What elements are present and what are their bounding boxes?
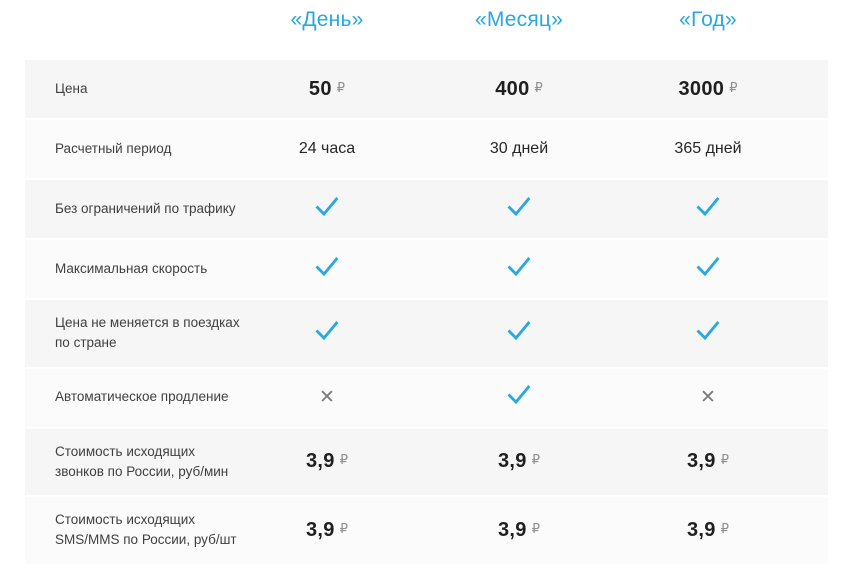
row-value-year <box>639 450 777 473</box>
row-value-year <box>639 321 777 346</box>
row-value-day <box>255 140 399 158</box>
row-value-day <box>255 197 399 222</box>
tariff-comparison-table <box>25 0 828 564</box>
currency-symbol: ₽ <box>339 452 348 468</box>
row-value-year <box>639 140 777 158</box>
price-amount: 50 <box>308 77 332 100</box>
row-value-day <box>255 78 399 101</box>
row-value-month <box>399 519 639 542</box>
price-amount: 3,9 <box>687 450 716 473</box>
row-value-year <box>639 78 777 101</box>
row-label: Стоимость исходящих SMS/MMS по России, руб/шт <box>55 512 237 548</box>
row-value-year <box>639 197 777 222</box>
column-header-year: «Год» <box>679 8 737 31</box>
row-label: Максимальная скорость <box>55 260 208 276</box>
table-row <box>25 300 828 367</box>
check-icon <box>696 197 720 217</box>
check-icon <box>507 321 531 341</box>
table-row <box>25 429 828 496</box>
row-label: Цена не меняется в поездках по стране <box>55 315 240 351</box>
column-header-day: «День» <box>290 8 364 31</box>
check-icon <box>315 321 339 341</box>
price-amount: 3000 <box>678 77 725 100</box>
price-amount: 3,9 <box>498 518 527 541</box>
currency-symbol: ₽ <box>336 79 346 95</box>
currency-symbol: ₽ <box>534 79 543 95</box>
check-icon <box>315 257 339 277</box>
table-row <box>25 240 828 298</box>
check-icon <box>507 385 531 405</box>
row-value-year <box>639 388 777 408</box>
table-row <box>25 369 828 427</box>
row-value-month <box>399 321 639 346</box>
row-label: Цена <box>55 80 88 96</box>
row-value-day <box>255 388 399 408</box>
price-amount: 3,9 <box>306 518 335 541</box>
row-value-month <box>399 385 639 410</box>
row-value-day <box>255 450 399 473</box>
table-header-row <box>25 4 828 40</box>
price-amount: 3,9 <box>687 518 716 541</box>
table-row <box>25 497 828 564</box>
row-value-day <box>255 321 399 346</box>
row-value-year <box>639 257 777 282</box>
table-row <box>25 180 828 238</box>
row-label: Автоматическое продление <box>55 389 229 405</box>
row-value-month <box>399 257 639 282</box>
row-label: Расчетный период <box>55 140 172 156</box>
check-icon <box>315 197 339 217</box>
table-row <box>25 60 828 118</box>
row-value-month <box>399 197 639 222</box>
row-value-month <box>399 78 639 101</box>
row-label: Без ограничений по трафику <box>55 200 236 216</box>
check-icon <box>696 257 720 277</box>
check-icon <box>507 197 531 217</box>
currency-symbol: ₽ <box>720 520 729 536</box>
price-amount: 400 <box>495 77 530 100</box>
row-value-month <box>399 140 639 158</box>
table-body <box>25 60 828 564</box>
price-amount: 3,9 <box>306 450 335 473</box>
currency-symbol: ₽ <box>720 452 729 468</box>
cross-icon: ✕ <box>319 386 335 408</box>
currency-symbol: ₽ <box>339 520 348 536</box>
table-row <box>25 120 828 178</box>
text-value: 365 дней <box>674 140 742 157</box>
check-icon <box>507 257 531 277</box>
price-amount: 3,9 <box>498 450 527 473</box>
cross-icon: ✕ <box>700 386 716 408</box>
row-value-day <box>255 257 399 282</box>
column-header-month: «Месяц» <box>474 8 564 31</box>
text-value: 24 часа <box>298 140 356 157</box>
currency-symbol: ₽ <box>531 452 540 468</box>
row-value-day <box>255 519 399 542</box>
row-label: Стоимость исходящих звонков по России, руб/мин <box>55 443 229 479</box>
check-icon <box>696 321 720 341</box>
currency-symbol: ₽ <box>531 520 540 536</box>
row-value-year <box>639 519 777 542</box>
row-value-month <box>399 450 639 473</box>
currency-symbol: ₽ <box>729 79 738 95</box>
text-value: 30 дней <box>489 140 549 157</box>
